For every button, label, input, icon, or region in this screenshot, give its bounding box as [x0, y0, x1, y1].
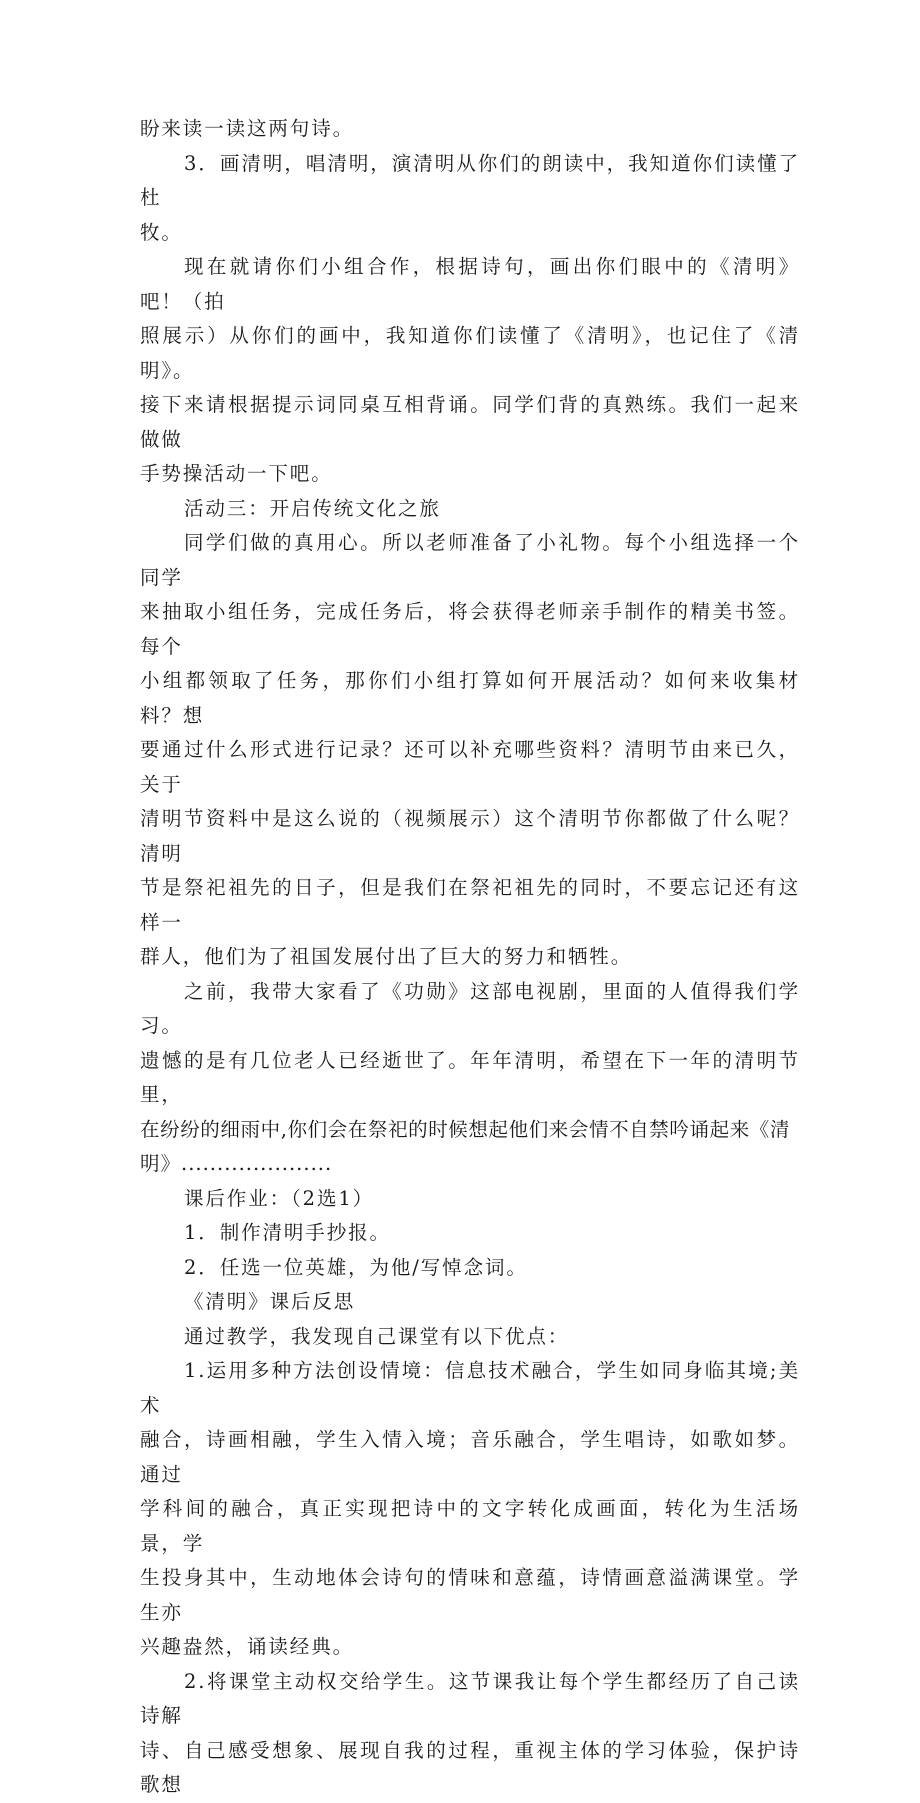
- text-line: 要通过什么形式进行记录？还可以补充哪些资料？清明节由来已久，关于: [140, 738, 800, 796]
- text-line: 学科间的融合，真正实现把诗中的文字转化成画面，转化为生活场景，学: [140, 1497, 800, 1555]
- paragraph-reflection-intro: [140, 1320, 800, 1355]
- paragraph-group-drawing: [140, 250, 800, 492]
- text-line: 牧。: [140, 220, 183, 244]
- text-line: 通过教学，我发现自己课堂有以下优点：: [184, 1324, 570, 1348]
- text-line: 在纷纷的细雨中,你们会在祭祀的时候想起他们来会情不自禁吟诵起来《清: [140, 1117, 790, 1141]
- text-line: 小组都领取了任务，那你们小组打算如何开展活动？如何来收集材料？想: [140, 669, 800, 727]
- text-line: 1．制作清明手抄报。: [184, 1221, 391, 1244]
- text-line: 群人，他们为了祖国发展付出了巨大的努力和牺牲。: [140, 945, 633, 968]
- text-line: 盼来读一读这两句诗。: [140, 117, 355, 140]
- text-line: 节是祭祀祖先的日子，但是我们在祭祀祖先的同时，不要忘记还有这样一: [140, 876, 800, 934]
- heading-activity-3: [140, 492, 800, 527]
- text-line: 2.将课堂主动权交给学生。这节课我让每个学生都经历了自己读诗解: [140, 1669, 800, 1727]
- paragraph-continuation: [140, 112, 800, 147]
- heading-reflection: [140, 1285, 800, 1320]
- paragraph-step-3: [140, 147, 800, 251]
- text-line: 3．画清明，唱清明，演清明从你们的朗读中，我知道你们读懂了杜: [140, 151, 800, 209]
- text-line: 来抽取小组任务，完成任务后，将会获得老师亲手制作的精美书签。每个: [140, 600, 800, 658]
- text-line: 之前，我带大家看了《功勋》这部电视剧，里面的人值得我们学习。: [140, 979, 800, 1037]
- text-line: 课后作业：（2选1）: [184, 1186, 375, 1210]
- text-line: 明》.....................: [140, 1152, 333, 1175]
- paragraph-advantage-1: [140, 1354, 800, 1665]
- paragraph-advantage-2: [140, 1665, 800, 1803]
- paragraph-activity-3-body: [140, 526, 800, 975]
- text-line: 接下来请根据提示词同桌互相背诵。同学们背的真熟练。我们一起来做做: [140, 393, 800, 451]
- text-line: 融合，诗画相融，学生入情入境；音乐融合，学生唱诗，如歌如梦。通过: [140, 1428, 800, 1486]
- text-line: 1.运用多种方法创设情境：信息技术融合，学生如同身临其境;美术: [140, 1359, 800, 1417]
- text-line: 诗、自己感受想象、展现自我的过程，重视主体的学习体验，保护诗歌想: [140, 1738, 800, 1796]
- homework-item-2: [140, 1251, 800, 1286]
- text-line: 手势操活动一下吧。: [140, 462, 333, 485]
- text-line: 清明节资料中是这么说的（视频展示）这个清明节你都做了什么呢？清明: [140, 807, 800, 865]
- text-line: 2．任选一位英雄，为他/写悼念词。: [184, 1255, 528, 1279]
- text-line: 同学们做的真用心。所以老师准备了小礼物。每个小组选择一个同学: [140, 531, 800, 589]
- text-line: 活动三：开启传统文化之旅: [184, 496, 441, 520]
- text-line: 照展示）从你们的画中，我知道你们读懂了《清明》，也记住了《清明》。: [140, 324, 800, 382]
- text-line: 兴趣盎然，诵读经典。: [140, 1635, 355, 1658]
- paragraph-gongxun: [140, 975, 800, 1182]
- text-line: 《清明》课后反思: [184, 1290, 356, 1313]
- homework-item-1: [140, 1216, 800, 1251]
- text-line: 生投身其中，生动地体会诗句的情味和意蕴，诗情画意溢满课堂。学生亦: [140, 1566, 800, 1624]
- heading-homework: [140, 1182, 800, 1217]
- text-line: 遗憾的是有几位老人已经逝世了。年年清明，希望在下一年的清明节里，: [140, 1048, 800, 1106]
- text-line: 现在就请你们小组合作，根据诗句，画出你们眼中的《清明》吧！（拍: [140, 255, 800, 313]
